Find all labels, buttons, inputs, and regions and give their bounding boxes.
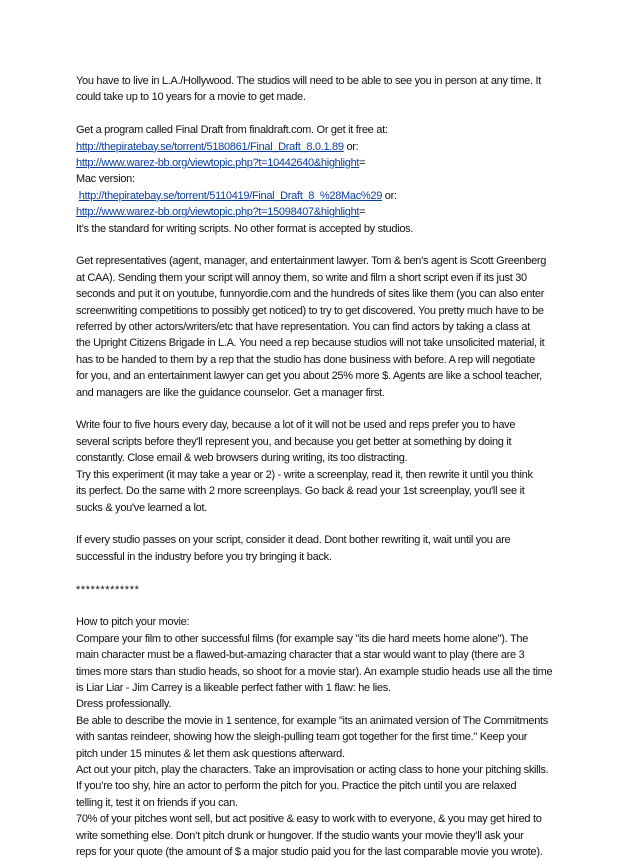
paragraph-location [76, 73, 576, 106]
text-line: Get a program called Final Draft from finaldraft.com. Or get it free at: [76, 124, 388, 137]
pitch-heading: How to pitch your movie: [76, 616, 190, 629]
text-line: several scripts before they'll represent you, and because you get better at something by doing it [76, 435, 512, 448]
text-line: successful in the industry before you try bringing it back. [76, 550, 332, 563]
link-piratebay-final-draft[interactable]: http://thepiratebay.se/torrent/5180861/Final_Draft_8.0.1.89 [76, 140, 344, 153]
text-line: and managers are like the guidance counselor. Get a manager first. [76, 386, 385, 399]
text-line: telling it, test it on friends if you can. [76, 796, 238, 809]
text-line: the Upright Citizens Brigade in L.A. You need a rep because studios will not take unsolicited material, it [76, 337, 545, 350]
text-line: constantly. Close email & web browsers during writing, its too distracting. [76, 452, 408, 465]
link-suffix: = [359, 157, 366, 170]
text-line: times more stars than studio heads, so shoot for a movie star). An example studio heads use all the time [76, 665, 553, 678]
text-line: Try this experiment (it may take a year or 2) - write a screenplay, read it, then rewrite it until you think [76, 468, 533, 481]
text-line: It’s the standard for writing scripts. No other format is accepted by studios. [76, 222, 414, 235]
text-line: its perfect. Do the same with 2 more screenplays. Go back & read your 1st screenplay, you'll see it [76, 485, 525, 498]
text-line: 70% of your pitches wont sell, but act positive & easy to work with to everyone, & you may get hired to [76, 813, 542, 826]
text-line [76, 188, 576, 204]
text-line: sucks & you've learned a lot. [76, 501, 207, 514]
text-line: Act out your pitch, play the characters. Take an improvisation or acting class to hone your pitching skills. [76, 763, 549, 776]
text-line: screenwriting competitions to possibly get noticed) to try to get discovered. You pretty much have to be [76, 304, 544, 317]
text-line: has to be handed to them by a rep that the studio has done business with before. A rep will negotiate [76, 353, 535, 366]
link-piratebay-mac[interactable]: http://thepiratebay.se/torrent/5110419/Final_Draft_8_%28Mac%29 [78, 189, 383, 202]
text-line: You have to live in L.A./Hollywood. The studios will need to be able to see you in person at any time. It [76, 75, 542, 87]
section-separator [76, 582, 576, 598]
paragraph-studio-passes [76, 532, 576, 565]
text-line [76, 204, 576, 220]
text-line [76, 155, 576, 171]
paragraph-writing-habits [76, 417, 576, 515]
text-line: main character must be a flawed-but-amazing character that a star would want to play (there are 3 [76, 649, 525, 662]
text-line: seconds and put it on youtube, funnyordie.com and the hundreds of sites like them (you can also enter [76, 288, 545, 301]
text-line: is Liar Liar - Jim Carrey is a likeable perfect father with 1 flaw: he lies. [76, 681, 391, 694]
text-line: If you’re too shy, hire an actor to perform the pitch for you. Practice the pitch until you are relaxed [76, 780, 517, 793]
text-line: for you, and an entertainment lawyer can get you about 25% more $. Agents are like a school teacher, [76, 370, 542, 383]
text-line: Compare your film to other successful films (for example say "its die hard meets home alone"). The [76, 632, 529, 645]
asterisk-separator: ************* [76, 583, 140, 596]
text-line: Dress professionally. [76, 698, 171, 711]
text-line: Be able to describe the movie in 1 sentence, for example "its an animated version of The Commitments [76, 714, 549, 727]
paragraph-pitching [76, 614, 576, 860]
text-line: pitch under 15 minutes & let them ask questions afterward. [76, 747, 345, 760]
text-line: referred by other actors/writers/etc that have representation. You can find actors by taking a class at [76, 321, 530, 334]
paragraph-representatives [76, 253, 576, 401]
text-line [76, 139, 576, 155]
text-line: could take up to 10 years for a movie to get made. [76, 91, 306, 104]
mac-version-label: Mac version: [76, 173, 135, 186]
text-line: Write four to five hours every day, because a lot of it will not be used and reps prefer you to have [76, 419, 516, 432]
text-line: with santas reindeer, showing how the sleigh-pulling team got together for the first time." Keep your [76, 731, 528, 744]
text-line: write something else. Don’t pitch drunk or hungover. If the studio wants your movie they’ll ask your [76, 829, 524, 842]
text-line: reps for your quote (the amount of $ a major studio paid you for the last comparable movie you wrote). [76, 846, 543, 858]
text-line: If every studio passes on your script, consider it dead. Dont bother rewriting it, wait until you are [76, 534, 511, 547]
link-suffix: = [359, 206, 366, 219]
text-line: at CAA). Sending them your script will annoy them, so write and film a short script even if its just 30 [76, 271, 527, 284]
link-suffix: or: [343, 140, 359, 153]
link-warez-mac[interactable]: http://www.warez-bb.org/viewtopic.php?t=15098407&highlight [76, 206, 360, 219]
document-page [76, 73, 576, 860]
paragraph-final-draft [76, 122, 576, 237]
text-line: Get representatives (agent, manager, and entertainment lawyer. Tom & ben’s agent is Scott Greenberg [76, 255, 547, 268]
link-suffix: or: [382, 189, 397, 202]
link-warez-final-draft[interactable]: http://www.warez-bb.org/viewtopic.php?t=10442640&highlight [76, 157, 360, 170]
